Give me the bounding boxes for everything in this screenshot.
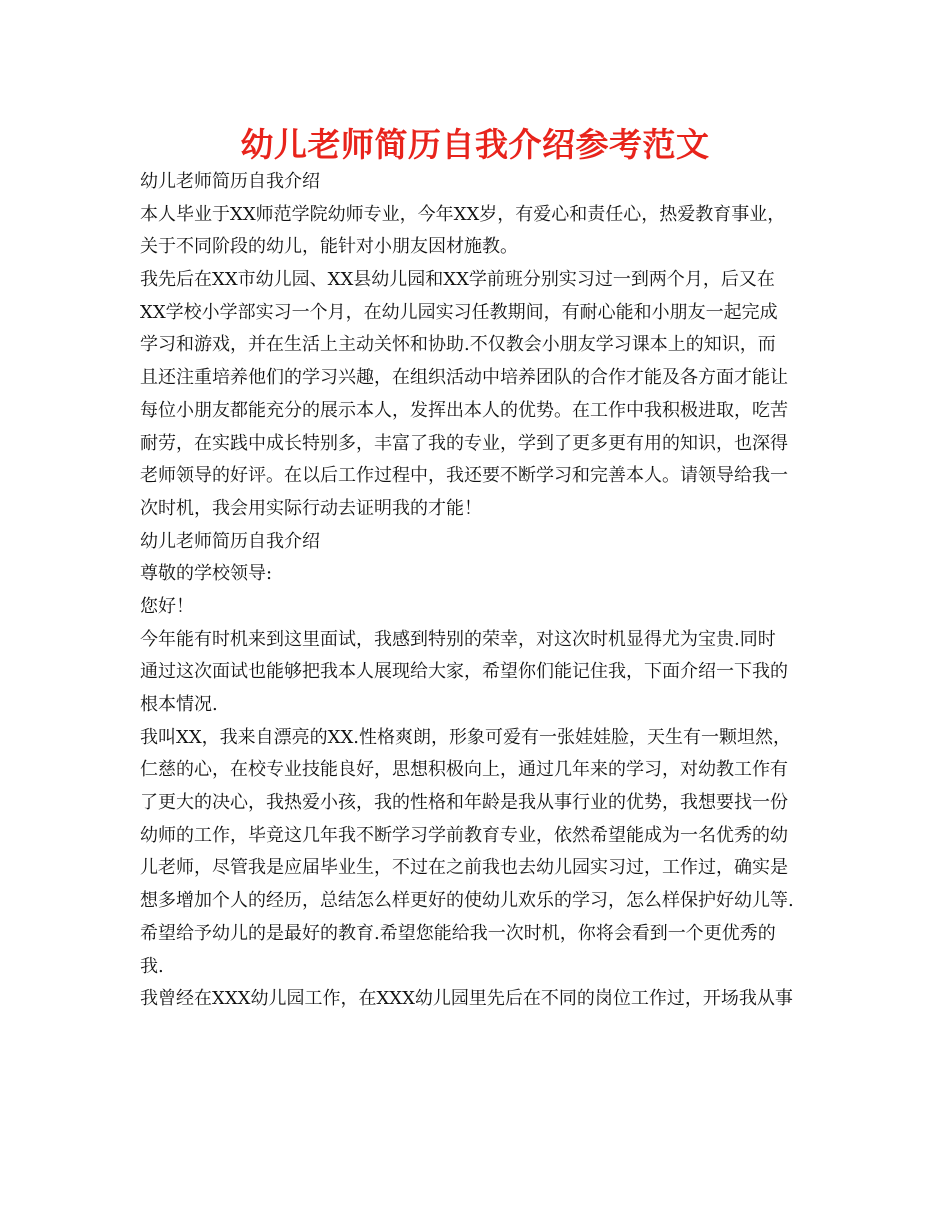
- body-line: 次时机，我会用实际行动去证明我的才能！: [140, 497, 482, 519]
- document-title: 幼儿老师简历自我介绍参考范文: [240, 125, 710, 164]
- body-line: 幼儿老师简历自我介绍: [140, 530, 320, 552]
- body-line: 我.: [140, 955, 164, 977]
- body-line: 您好！: [140, 595, 194, 617]
- body-line: 根本情况.: [140, 694, 218, 715]
- body-line: 我曾经在XXX幼儿园工作，在XXX幼儿园里先后在不同的岗位工作过，开场我从事: [140, 988, 793, 1010]
- body-line: 了更大的决心，我热爱小孩，我的性格和年龄是我从事行业的优势，我想要找一份: [140, 792, 788, 814]
- body-line: 幼师的工作，毕竟这几年我不断学习学前教育专业，依然希望能成为一名优秀的幼: [140, 824, 788, 846]
- body-line: 我先后在XX市幼儿园、XX县幼儿园和XX学前班分别实习过一到两个月，后又在: [140, 269, 775, 291]
- body-line: 本人毕业于XX师范学院幼师专业，今年XX岁，有爱心和责任心，热爱教育事业，: [140, 203, 786, 225]
- document-body: [140, 166, 830, 1016]
- body-line: 学习和游戏，并在生活上主动关怀和协助.不仅教会小朋友学习课本上的知识，而: [140, 334, 776, 356]
- body-line: 通过这次面试也能够把我本人展现给大家，希望你们能记住我，下面介绍一下我的: [140, 661, 788, 683]
- body-line: 关于不同阶段的幼儿，能针对小朋友因材施教。: [140, 236, 518, 258]
- body-line: 儿老师，尽管我是应届毕业生，不过在之前我也去幼儿园实习过，工作过，确实是: [140, 857, 788, 879]
- body-line: 希望给予幼儿的是最好的教育.希望您能给我一次时机，你将会看到一个更优秀的: [140, 922, 776, 944]
- body-line: XX学校小学部实习一个月，在幼儿园实习任教期间，有耐心能和小朋友一起完成: [140, 301, 778, 323]
- body-line: 幼儿老师简历自我介绍: [140, 171, 320, 192]
- body-line: 想多增加个人的经历，总结怎么样更好的使幼儿欢乐的学习，怎么样保护好幼儿等.: [140, 890, 794, 912]
- body-line: 耐劳，在实践中成长特别多，丰富了我的专业，学到了更多更有用的知识，也深得: [140, 432, 788, 454]
- body-line: 老师领导的好评。在以后工作过程中，我还要不断学习和完善本人。请领导给我一: [140, 465, 788, 487]
- body-line: 今年能有时机来到这里面试，我感到特别的荣幸，对这次时机显得尤为宝贵.同时: [140, 628, 776, 650]
- body-line: 每位小朋友都能充分的展示本人，发挥出本人的优势。在工作中我积极进取，吃苦: [140, 399, 788, 421]
- body-line: 仁慈的心，在校专业技能良好，思想积极向上，通过几年来的学习，对幼教工作有: [140, 759, 788, 781]
- body-line: 且还注重培养他们的学习兴趣，在组织活动中培养团队的合作才能及各方面才能让: [140, 367, 788, 389]
- body-line: 我叫XX，我来自漂亮的XX.性格爽朗，形象可爱有一张娃娃脸，天生有一颗坦然，: [140, 726, 791, 748]
- body-line: 尊敬的学校领导:: [140, 563, 273, 585]
